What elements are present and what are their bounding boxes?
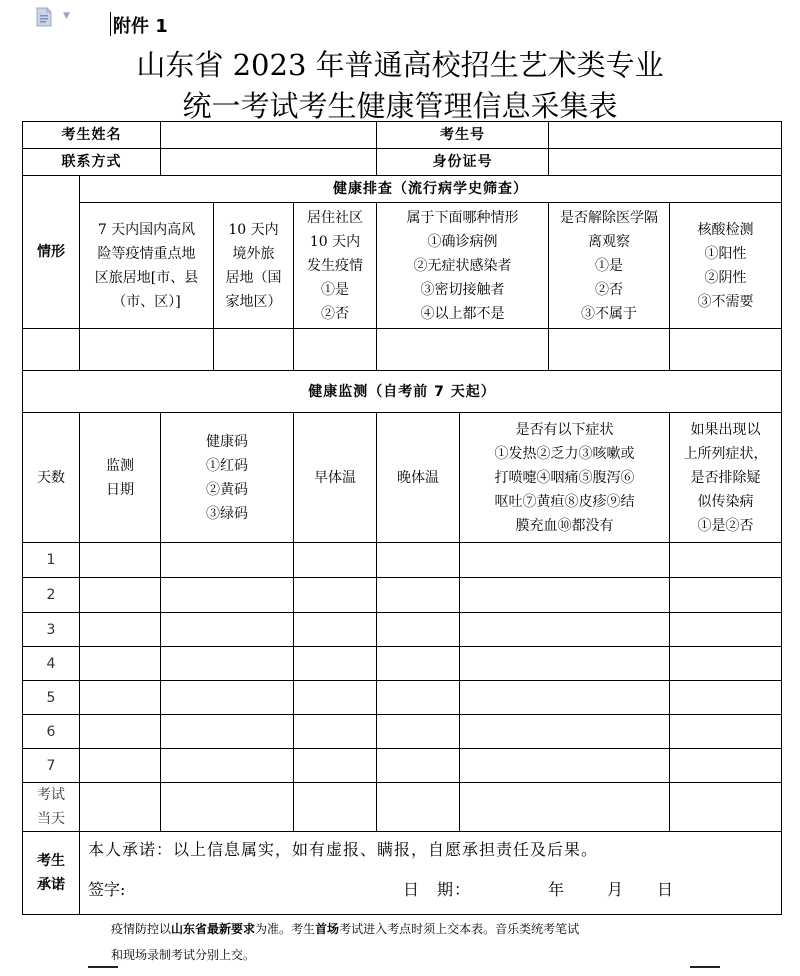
id-field[interactable] [549, 149, 782, 176]
health-info-form [22, 121, 782, 915]
day-number: 3 [23, 613, 80, 647]
exclude-disease-field[interactable] [670, 613, 782, 647]
table-row [23, 783, 782, 832]
date-field[interactable] [80, 647, 161, 681]
exam-no-label: 考生号 [377, 122, 549, 149]
chevron-down-icon[interactable]: ▼ [63, 11, 70, 21]
health-code-field[interactable] [161, 681, 294, 715]
footnote-emphasis: 首场 [315, 922, 340, 936]
symptoms-field[interactable] [460, 647, 670, 681]
year-label: 年 [548, 880, 565, 899]
day-number: 6 [23, 715, 80, 749]
symptoms-field[interactable] [460, 681, 670, 715]
name-field[interactable] [161, 122, 377, 149]
case-type-field[interactable] [377, 329, 549, 371]
day-number: 4 [23, 647, 80, 681]
health-code-field[interactable] [161, 783, 294, 832]
footnote-text: 为准。考生 [255, 922, 316, 936]
quarantine-field[interactable] [549, 329, 670, 371]
date-field[interactable] [80, 783, 161, 832]
symptoms-field[interactable] [460, 613, 670, 647]
morning-temp-field[interactable] [294, 681, 377, 715]
health-code-field[interactable] [161, 543, 294, 578]
pledge-text: 本人承诺：以上信息属实，如有虚报、瞒报，自愿承担责任及后果。 [88, 840, 599, 859]
health-code-header: 健康码 ①红码 ②黄码 ③绿码 [161, 413, 294, 543]
morning-temp-field[interactable] [294, 543, 377, 578]
exclude-disease-field[interactable] [670, 543, 782, 578]
symptoms-field[interactable] [460, 783, 670, 832]
exclude-disease-field[interactable] [670, 647, 782, 681]
form-title-line1: 山东省 2023 年普通高校招生艺术类专业 [136, 48, 664, 82]
community-outbreak-header: 居住社区 10 天内 发生疫情 ①是 ②否 [294, 203, 377, 329]
footnote-line2: 和现场录制考试分别上交。 [111, 948, 256, 962]
pledge-label: 考生 承诺 [23, 832, 80, 915]
evening-temp-field[interactable] [377, 543, 460, 578]
monitoring-section-title: 健康监测（自考前 7 天起） [23, 371, 782, 413]
symptoms-field[interactable] [460, 578, 670, 613]
exclude-disease-field[interactable] [670, 783, 782, 832]
exclude-disease-header: 如果出现以 上所列症状， 是否排除疑 似传染病 ①是②否 [670, 413, 782, 543]
day-number: 2 [23, 578, 80, 613]
date-field[interactable] [80, 613, 161, 647]
pledge-cell [80, 832, 782, 915]
date-field[interactable] [80, 749, 161, 783]
health-code-field[interactable] [161, 749, 294, 783]
footnote-line1 [111, 916, 751, 942]
table-row [23, 647, 782, 681]
footnote-text: 疫情防控以 [111, 922, 172, 936]
footnote-text: 考试进入考点时须上交本表。音乐类统考笔试 [339, 922, 580, 936]
day-number: 1 [23, 543, 80, 578]
morning-temp-field[interactable] [294, 783, 377, 832]
morning-temp-field[interactable] [294, 613, 377, 647]
table-row [23, 543, 782, 578]
document-icon[interactable] [33, 6, 55, 28]
community-outbreak-field[interactable] [294, 329, 377, 371]
table-row [23, 715, 782, 749]
id-label: 身份证号 [377, 149, 549, 176]
screening-blank-cell [23, 329, 80, 371]
nucleic-test-header: 核酸检测 ①阳性 ②阴性 ③不需要 [670, 203, 782, 329]
case-type-header: 属于下面哪种情形 ①确诊病例 ②无症状感染者 ③密切接触者 ④以上都不是 [377, 203, 549, 329]
evening-temp-field[interactable] [377, 783, 460, 832]
exclude-disease-field[interactable] [670, 715, 782, 749]
exclude-disease-field[interactable] [670, 749, 782, 783]
overseas-travel-field[interactable] [214, 329, 294, 371]
exclude-disease-field[interactable] [670, 681, 782, 715]
health-code-field[interactable] [161, 613, 294, 647]
day-number: 5 [23, 681, 80, 715]
evening-temp-field[interactable] [377, 681, 460, 715]
morning-temp-field[interactable] [294, 749, 377, 783]
name-label: 考生姓名 [23, 122, 161, 149]
table-row [23, 749, 782, 783]
situation-label: 情形 [23, 176, 80, 329]
date-field[interactable] [80, 715, 161, 749]
contact-field[interactable] [161, 149, 377, 176]
nucleic-test-field[interactable] [670, 329, 782, 371]
morning-temp-header: 早体温 [294, 413, 377, 543]
evening-temp-field[interactable] [377, 578, 460, 613]
exam-day-label: 考试 当天 [23, 783, 80, 832]
form-title-line2: 统一考试考生健康管理信息采集表 [182, 89, 618, 123]
table-row [23, 681, 782, 715]
evening-temp-field[interactable] [377, 749, 460, 783]
evening-temp-field[interactable] [377, 647, 460, 681]
evening-temp-field[interactable] [377, 613, 460, 647]
attachment-label: 附件 1 [113, 16, 168, 37]
morning-temp-field[interactable] [294, 578, 377, 613]
morning-temp-field[interactable] [294, 647, 377, 681]
month-label: 月 [607, 880, 624, 899]
exam-no-field[interactable] [549, 122, 782, 149]
morning-temp-field[interactable] [294, 715, 377, 749]
days-header: 天数 [23, 413, 80, 543]
health-code-field[interactable] [161, 578, 294, 613]
health-code-field[interactable] [161, 647, 294, 681]
text-cursor [110, 12, 111, 36]
date-header: 监测 日期 [80, 413, 161, 543]
screening-section-title: 健康排查（流行病学史筛查） [80, 176, 782, 203]
day-number: 7 [23, 749, 80, 783]
page-break-mark [690, 966, 720, 976]
overseas-travel-header: 10 天内 境外旅 居地（国 家地区） [214, 203, 294, 329]
symptoms-header: 是否有以下症状 ①发热②乏力③咳嗽或 打喷嚏④咽痛⑤腹泻⑥ 呕吐⑦黄疸⑧皮疹⑨结 膜充血⑩都没有 [460, 413, 670, 543]
symptoms-field[interactable] [460, 749, 670, 783]
date-field[interactable] [80, 681, 161, 715]
symptoms-field[interactable] [460, 715, 670, 749]
date-field[interactable] [80, 578, 161, 613]
exclude-disease-field[interactable] [670, 578, 782, 613]
table-row [23, 613, 782, 647]
signature-label: 签字: [88, 880, 126, 899]
page-break-mark [88, 966, 118, 976]
footnote-emphasis: 山东省最新要求 [171, 922, 256, 936]
domestic-travel-field[interactable] [80, 329, 214, 371]
evening-temp-header: 晚体温 [377, 413, 460, 543]
table-row [23, 578, 782, 613]
domestic-travel-header: 7 天内国内高风 险等疫情重点地 区旅居地[市、县 （市、区）] [80, 203, 214, 329]
quarantine-header: 是否解除医学隔 离观察 ①是 ②否 ③不属于 [549, 203, 670, 329]
contact-label: 联系方式 [23, 149, 161, 176]
date-field[interactable] [80, 543, 161, 578]
evening-temp-field[interactable] [377, 715, 460, 749]
day-label: 日 [657, 880, 674, 899]
health-code-field[interactable] [161, 715, 294, 749]
date-label: 日 期： [403, 880, 472, 899]
symptoms-field[interactable] [460, 543, 670, 578]
